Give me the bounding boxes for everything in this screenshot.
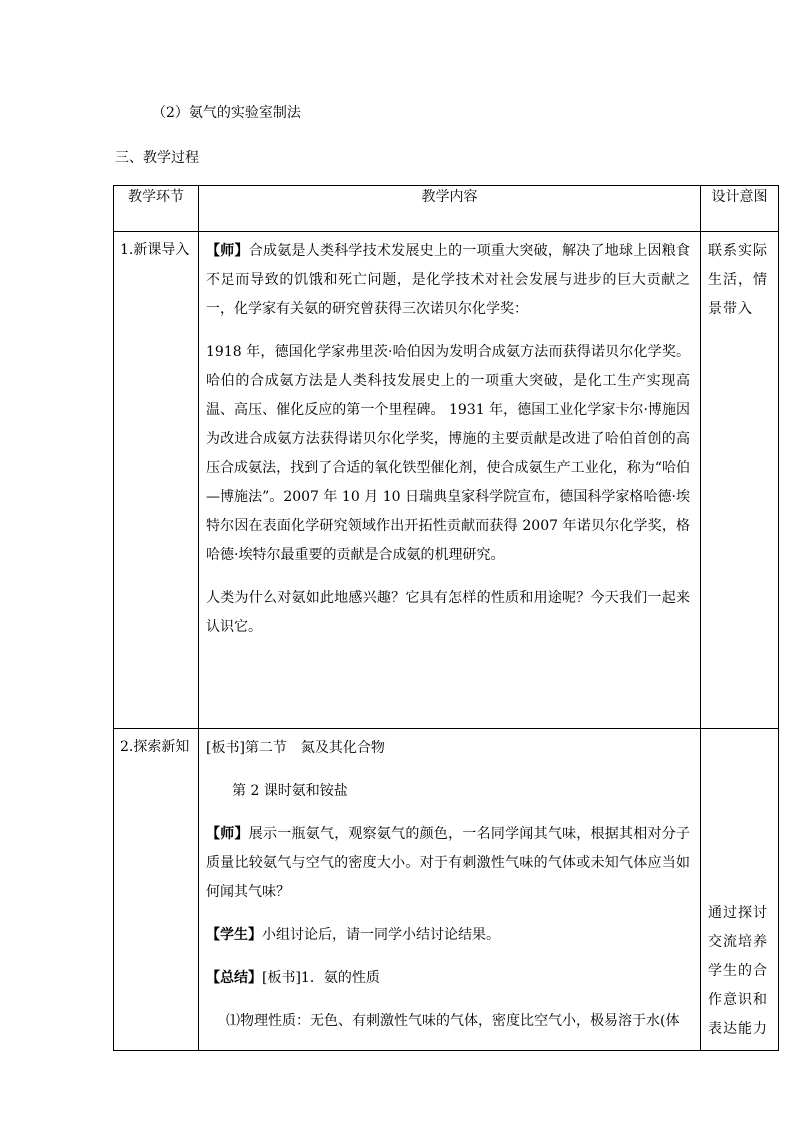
content-cell xyxy=(199,232,701,729)
content-paragraph xyxy=(206,237,690,324)
paragraph-text: 1918 年，德国化学家弗里茨·哈伯因为发明合成氨方法而获得诺贝尔化学奖。哈伯的合成氨方法是人类科技发展史上的一项重大突破，是化工生产实现高温、高压、催化反应的第一个里程碑。 1931 年，德国工业化学家卡尔·博施因为改进合成氨方法获得诺贝尔化学奖，博施的主要贡献是改进了哈伯首创的高压合成氨法，找到了合适的氧化铁型催化剂，使合成氨生产工业化，称为“哈伯—博施法”。2007 年 10 月 10 日瑞典皇家科学院宣布，德国科学家格哈德·埃特尔因在表面化学研究领域作出开拓性贡献而获得 2007 年诺贝尔化学奖，格哈德·埃特尔最重要的贡献是合成氨的机理研究。 xyxy=(206,344,690,563)
paragraph-text: ⑴物理性质：无色、有刺激性气味的气体，密度比空气小，极易溶于水(体 xyxy=(226,1013,680,1029)
stage-cell: 1.新课导入 xyxy=(114,232,199,729)
header-teaching-stage: 教学环节 xyxy=(114,186,199,232)
header-design-intent: 设计意图 xyxy=(701,186,779,232)
content-paragraph xyxy=(206,820,690,907)
content-paragraph xyxy=(206,921,690,950)
paragraph-text: 展示一瓶氨气，观察氨气的颜色，一名同学闻其气味，根据其相对分子质量比较氨气与空气的密度大小。对于有刺激性气味的气体或未知气体应当如何闻其气味？ xyxy=(206,826,691,900)
paragraph-tag: 【师】 xyxy=(206,826,249,842)
header-teaching-content: 教学内容 xyxy=(199,186,701,232)
sub-heading: （2）氨气的实验室制法 xyxy=(152,105,301,121)
section-heading: 三、教学过程 xyxy=(115,150,199,166)
paragraph-text: 合成氨是人类科学技术发展史上的一项重大突破，解决了地球上因粮食不足而导致的饥饿和死亡问题，是化学技术对社会发展与进步的巨大贡献之一，化学家有关氨的研究曾获得三次诺贝尔化学奖： xyxy=(206,243,691,317)
intent-cell: 联系实际生活，情景带入 xyxy=(701,232,779,729)
paragraph-tag: 【师】 xyxy=(206,243,249,259)
paragraph-text: 小组讨论后，请一同学小结讨论结果。 xyxy=(262,927,500,943)
teaching-process-table xyxy=(113,185,779,1051)
paragraph-text: 人类为什么对氨如此地感兴趣？它具有怎样的性质和用途呢？今天我们一起来认识它。 xyxy=(206,590,690,635)
content-cell xyxy=(199,729,701,1051)
intent-cell: 通过探讨交流培养学生的合作意识和表达能力 xyxy=(701,729,779,1051)
paragraph-text: 第 2 课时氨和铵盐 xyxy=(232,783,348,799)
stage-cell: 2.探索新知 xyxy=(114,729,199,1051)
table-row xyxy=(114,729,779,1051)
paragraph-text: [板书]1．氨的性质 xyxy=(262,970,380,986)
content-paragraph xyxy=(206,734,690,763)
table-row xyxy=(114,232,779,729)
paragraph-text: [板书]第二节 氮及其化合物 xyxy=(206,740,385,756)
content-paragraph xyxy=(206,964,690,993)
content-paragraph xyxy=(206,777,690,806)
paragraph-tag: 【总结】 xyxy=(206,970,262,986)
table-header-row xyxy=(114,186,779,232)
content-paragraph xyxy=(206,1007,690,1036)
content-paragraph xyxy=(206,584,690,642)
content-paragraph xyxy=(206,338,690,570)
paragraph-tag: 【学生】 xyxy=(206,927,262,943)
